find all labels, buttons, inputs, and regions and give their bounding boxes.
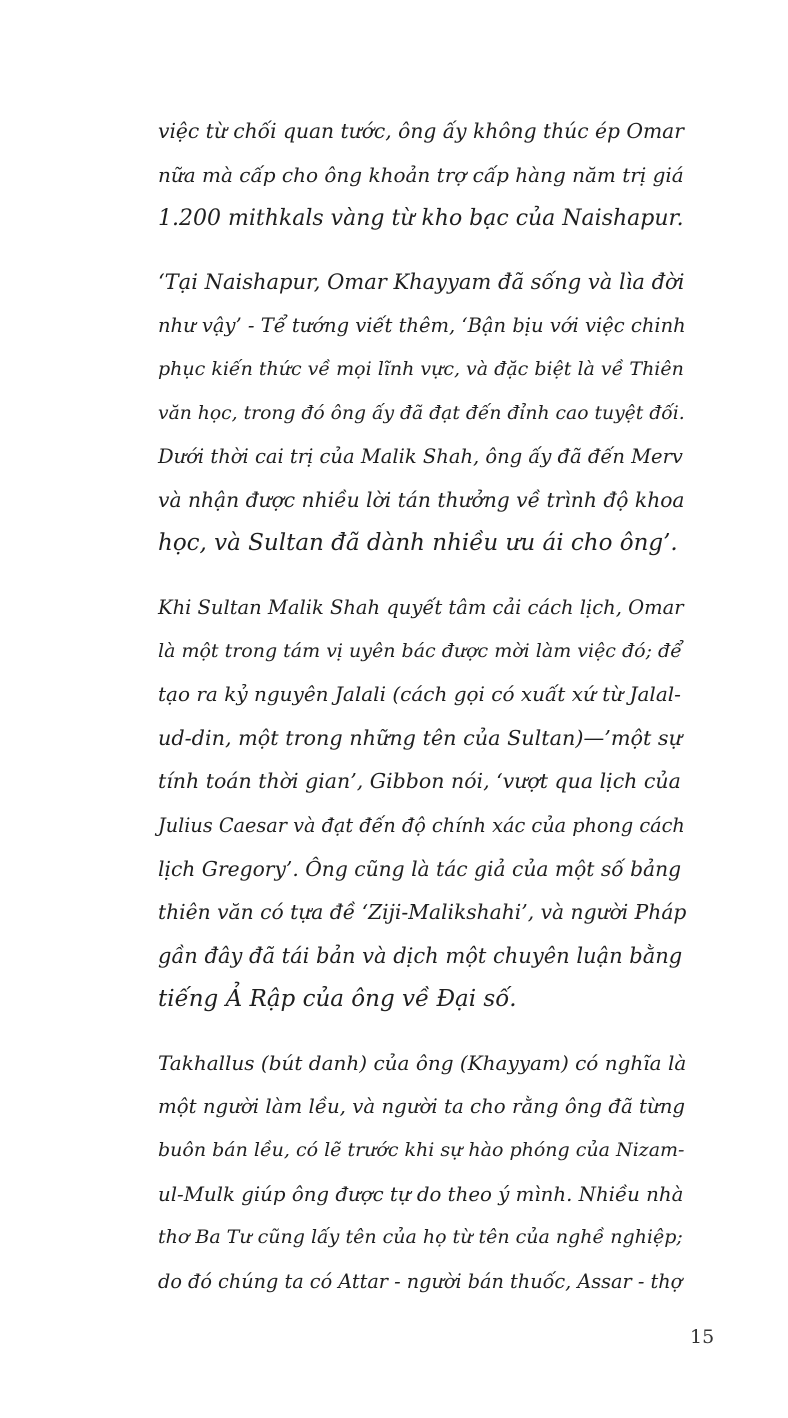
text-line: tạo ra kỷ nguyên Jalali (cách gọi có xuất xứ từ Jalal-: [158, 682, 681, 707]
page-number: 15: [690, 1326, 715, 1348]
text-line: học, và Sultan đã dành nhiều ưu ái cho ông’.: [158, 530, 678, 557]
text-line: ud-din, một trong những tên của Sultan)—’một sự: [158, 725, 682, 750]
text-line: Dưới thời cai trị của Malik Shah, ông ấy đã đến Merv: [158, 445, 683, 469]
text-line: buôn bán lều, có lẽ trước khi sự hào phóng của Nizam-: [158, 1139, 685, 1162]
text-line: như vậy’ - Tể tướng viết thêm, ‘Bận bịu với việc chinh: [158, 314, 686, 338]
text-line: tính toán thời gian’, Gibbon nói, ‘vượt qua lịch của: [158, 769, 681, 794]
paragraph-4: [158, 1042, 686, 1304]
text-line: do đó chúng ta có Attar - người bán thuốc, Assar - thợ: [158, 1269, 683, 1293]
text-line: nữa mà cấp cho ông khoản trợ cấp hàng năm trị giá: [158, 162, 684, 187]
text-line: lịch Gregory’. Ông cũng là tác giả của một số bảng: [158, 856, 682, 881]
text-line: tiếng Ả Rập của ông về Đại số.: [158, 986, 517, 1013]
text-line: gần đây đã tái bản và dịch một chuyên luận bằng: [158, 943, 683, 968]
text-line: Khi Sultan Malik Shah quyết tâm cải cách lịch, Omar: [158, 595, 684, 619]
text-line: ul-Mulk giúp ông được tự do theo ý mình. Nhiều nhà: [158, 1182, 684, 1206]
text-line: 1.200 mithkals vàng từ kho bạc của Naishapur.: [158, 206, 684, 232]
body-text: [158, 110, 686, 1323]
text-line: và nhận được nhiều lời tán thưởng về trình độ khoa: [158, 487, 685, 512]
text-line: thiên văn có tựa đề ‘Ziji-Malikshahi’, và người Pháp: [158, 900, 687, 925]
text-line: một người làm lều, và người ta cho rằng ông đã từng: [158, 1095, 686, 1119]
paragraph-2: [158, 261, 686, 566]
text-line: thơ Ba Tư cũng lấy tên của họ từ tên của nghề nghiệp;: [158, 1226, 683, 1249]
text-line: ‘Tại Naishapur, Omar Khayyam đã sống và lìa đời: [158, 269, 685, 294]
text-line: phục kiến thức về mọi lĩnh vực, và đặc biệt là về Thiên: [158, 357, 684, 380]
text-line: là một trong tám vị uyên bác được mời làm việc đó; để: [158, 639, 682, 662]
text-line: việc từ chối quan tước, ông ấy không thúc ép Omar: [158, 119, 684, 143]
paragraph-3: [158, 586, 686, 1022]
text-line: văn học, trong đó ông ấy đã đạt đến đỉnh cao tuyệt đối.: [158, 402, 685, 424]
paragraph-1: [158, 110, 686, 241]
text-line: Julius Caesar và đạt đến độ chính xác của phong cách: [158, 813, 685, 837]
text-line: Takhallus (bút danh) của ông (Khayyam) có nghĩa là: [158, 1050, 687, 1075]
